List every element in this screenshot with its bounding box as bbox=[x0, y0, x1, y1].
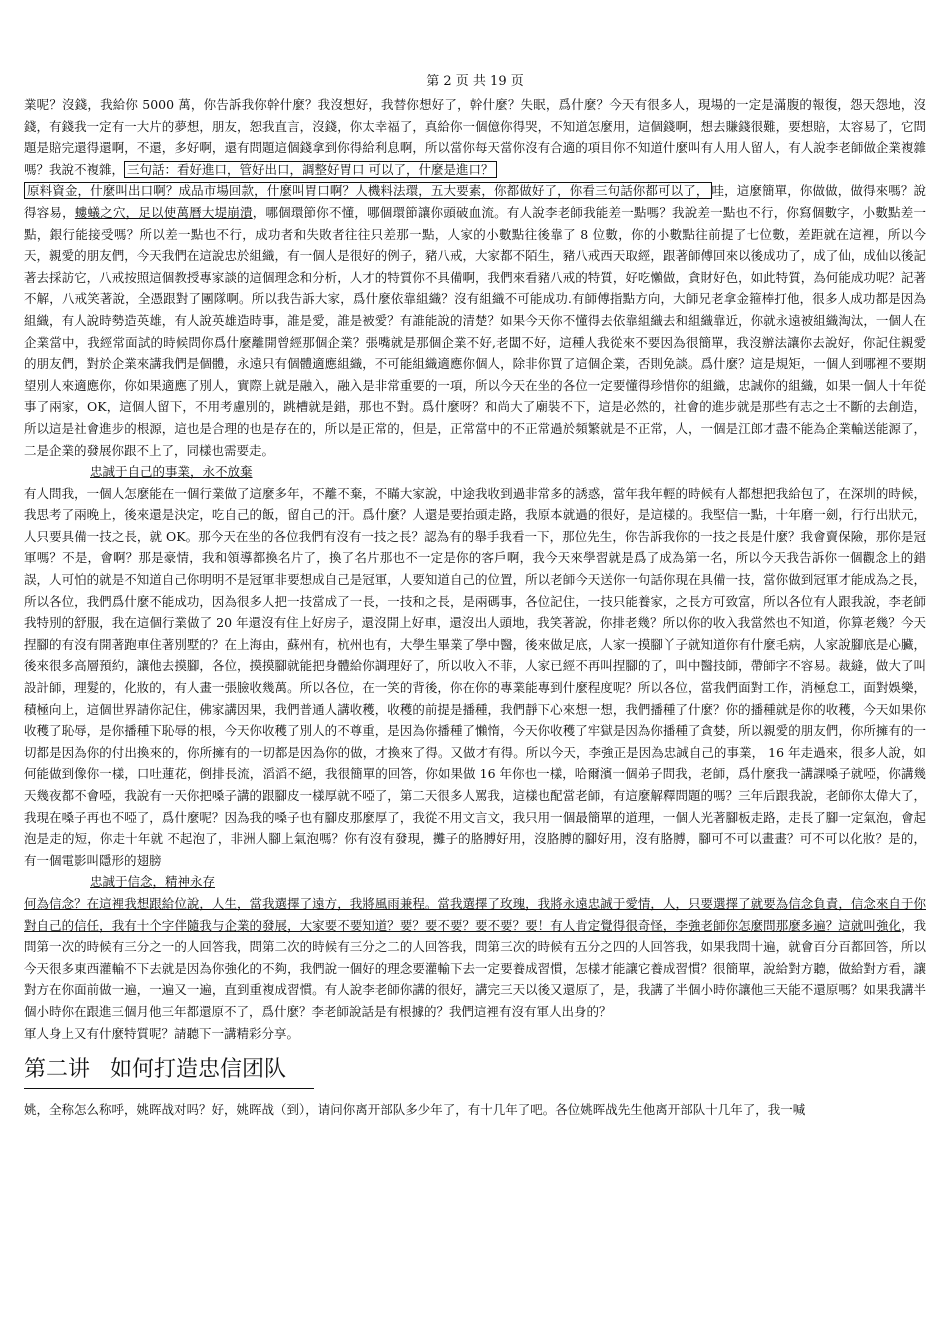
section-heading: 忠誠于信念，精神永存 bbox=[90, 874, 216, 890]
boxed-highlight: 三句話：看好進口，管好出口，調整好胃口 可以了，什麼是進口？ bbox=[124, 161, 496, 178]
chapter-heading bbox=[24, 1052, 314, 1089]
paragraph-career: 有人問我，一個人怎麼能在一個行業做了這麼多年，不離不棄，不瞞大家說，中途我收到過非常多的誘惑，當年我年輕的時候有人都想把我給包了，在深圳的時候，我思考了兩晚上，後來還是決定，吃自己的飯，留自己的汗。爲什麼？人還是要抬頭走路，我原本就過的很好，是這樣的。我堅信一點，十年磨一劍，行行出狀元，人只要具備一技之長，就 OK。那今天在坐的各位我們有沒有一技之長？認為有的舉手我看一下，那位先生，你告訴我你的一技之長是什麼？我會賣保險，那你是冠軍嗎？不是，會啊？那是豪情，我和領導都換名片了，換了名片那也不一定是你的客戶啊，我今天來學習就是爲了成為第一名，所以今天我告訴你一個觀念上的錯誤，人可怕的就是不知道自己你明明不是冠軍非要想成自己是冠軍，人要知道自己的位置，所以老師今天送你一句話你現在具備一技，當你做到冠軍才能成為之長，所以各位，我們爲什麼不能成功，因為很多人把一技當成了一長，一技和之長，是兩碼事，各位記住，一技只能養家，之長方可致富，所以各位有人跟我說，李老師我特別的舒服，我在這個行業做了 20 年還沒有住上好房子，還沒開上好車，還沒出人頭地，我笑著說，你排老幾？所以你的收入我當然也不知道，你算老幾？今天捏腳的有沒有開著跑車住著別墅的？在上海由，蘇州有，杭州也有，大學生畢業了學中醫，後來做足底，人家一摸腳丫子就知道你有什麼毛病，人家說腳底是心臟，後來很多高層預約，讓他去摸腳，各位，摸摸腳就能把身體給你調理好了，所以收入不菲，人家已經不再叫捏腳的了，叫中醫技師，帶師字不容易。裁縫，做大了叫設計師，理髮的，化妝的，有人畫一張臉收幾萬。所以各位，在一笑的背後，你在你的專業能專到什麼程度呢？所以各位，當我們面對工作，消極怠工，面對娛樂，積極向上，這個世界請你記住，佛家講因果，我們普通人講收穫，收穫的前提是播種，我們靜下心來想一想，我們播種了什麼？你的播種就是你的收穫，今天如果你收穫了恥辱，是你播種下恥辱的根，今天你收穫了別人的不尊重，是因為你播種了懶惰，今天你收穫了牢獄是因為你播種了貪婪，所以親愛的朋友們，你所擁有的一切都是因為你的付出換來的，你所擁有的一切都是因為你的做，才換來了得。又做才有得。所以今天，李強正是因為忠誠自己的事業， 16 年走過來，很多人說，如何能做到像你一樣，口吐蓮花，倒排長流，滔滔不絕，我很簡單的回答，你如果做 16 年你也一樣，哈爾濱一個弟子問我，老師，爲什麼我一講課嗓子就啞，你講幾天幾夜都不會啞，我說有一天你把嗓子講的跟腳皮一樣厚就不啞了，第二天很多人罵我，這樣也配當老師，有這麼解釋問題的嗎？三年后跟我說，老師你太偉大了，我現在嗓子再也不啞了，爲什麼呢？因為我的嗓子也有腳皮那麼厚了，我從不用文言文，我只用一個最簡單的道理，一個人光著腳板走路，走長了腳一定氣泡，會起泡是走的短，你走十年就 不起泡了，非洲人腳上氣泡嗎？你有沒有發現，攤子的胳膊好用，沒胳膊的腳好用，沒有胳膊，腳可不可以畫畫？可不可以化妝？是的，有一個電影叫隱形的翅膀 bbox=[24, 485, 926, 868]
boxed-highlight: 原料資金，什麼叫出口啊？成品市場回款，什麼叫胃口啊？人機料法環，五大要素，你都做好了，你看三句話你都可以了， bbox=[24, 182, 712, 199]
underlined-phrase: 螻蟻之穴，足以使萬曆大堤崩潰 bbox=[74, 204, 253, 220]
paragraph-text: 業呢？沒錢，我給你 5000 萬，你告訴我你幹什麼？我沒想好，我替你想好了，幹什麼？失眠，爲什麼？今天有很多人，現場的一定是滿腹的報復，怨天怨地，沒錢，有錢我一定有一大片的夢想，朋友，恕我直言，沒錢，你太幸福了，真給你一個億你得哭，不知道怎麼用，這個錢啊，想去賺錢很難，要想賠，太容易了，它問題是賠完還得還啊，不還，多好啊，還有問題這個錢拿到你得給利息啊，所以當你每天當你沒有合適的項目你不知道什麼叫有人用人留人，有人說李老師做企業複雜嗎？我說不複雜， bbox=[24, 97, 926, 177]
paragraph-belief bbox=[24, 893, 926, 1023]
underlined-passage: 何為信念？在這裡我想跟給位說，人生，當我選擇了遠方，我將風雨兼程。當我選擇了玫瑰，我將永遠忠誠于愛情，人，只要選擇了就要為信念負責，信念來自于你對自己的信任，我有十个字伴隨我与企業的發展，大家要不要知道？要？要不要？要不要？要！有人肯定覺得很奇怪，李強老師你怎麼問那麼多遍？這就叫強化 bbox=[24, 895, 926, 933]
paragraph-text: ，我問第一次的時候有三分之一的人回答我，問第二次的時候有三分之二的人回答我，問第三次的時候有五分之四的人回答我，如果我問十遍，就會百分百都回答，所以今天很多東西灌輸不下去就是因為你強化的不夠，我們說一個好的理念要灌輸下去一定要養成習慣，怎樣才能讓它養成習慣？很簡單，說給對方聽，做給對方看，讓對方在你面前做一遍，一遍又一遍，直到重複成習慣。有人說李老師你講的很好，講完三天以後又還原了，是，我講了半個小時你讓他三天能不還原嗎？如果我講半個小時你在跟進三個月他三年都還原不了，爲什麼？李老師說話是有根據的？我們這裡有沒有軍人出身的？ bbox=[24, 917, 926, 1019]
section-heading: 忠誠于自己的事業，永不放棄 bbox=[90, 464, 253, 480]
page-header: 第 2 页 共 19 页 bbox=[426, 74, 524, 89]
paragraph-teaser: 軍人身上又有什麼特質呢？請聽下一講精彩分享。 bbox=[24, 1025, 300, 1041]
paragraph-chapter-two: 姚，全称怎么称呼，姚晖战对吗？好，姚晖战（到），请问你离开部队多少年了，有十几年了吧。各位姚晖战先生他离开部队十几年了，我一喊 bbox=[24, 1102, 806, 1118]
paragraph-text: ，哪個環節你不懂，哪個環節讓你頭破血流。有人說李老師我能差一點嗎？我說差一點也不行，你寫個數字，小數點差一點，銀行能接受嗎？所以差一點也不行，成功者和失敗者往往只差那一點，人家的小數點往後靠了 8 位數，你的小數點往前提了七位數，差距就在這裡，所以今天，親愛的朋友們，今天我們在這說忠於組織，有一個人是很好的例子，豬八戒，大家都不陌生，豬八戒西天取經，跟著師傅回來以後成功了，成了仙，成仙以後記著去採訪它，八戒按照這個教授專家談的這個理念和分析，人才的特質你不具備啊，我們來看豬八戒的特質，好吃懶做，貪財好色，如此特質，為何能成功呢？記著不解，八戒笑著說，全憑跟對了團隊啊。所以我告訴大家，爲什麼依靠組織？沒有組織不可能成功.有師傅指點方向，大師兄老拿金箍棒打他，很多人成功都是因為組織，有人說時勢造英雄，有人說英雄造時事，誰是愛，誰是被愛？有誰能說的清楚？如果今天你不懂得去依靠組織去和組織靠近，你就永遠被組織淘汰，一個人在企業當中，我經常面試的時候問你爲什麼離開曾經那個企業？張嘴就是那個企業不好,老闆不好，這種人我從來不要因為很簡單，我沒辦法讓你去說好，你記住親愛的朋友們，對於企業來講我們是個體，永遠只有個體適應組織，不可能組織適應你個人，除非你買了這個企業，否則免談。爲什麼？這是規矩，一個人到哪裡不要期望別人來適應你，你如果適應了別人，實際上就是融入，融入是非常重要的一項，所以今天在坐的各位一定要懂得珍惜你的組織，忠誠你的組織，如果一個人十年從事了兩家，OK，這個人留下，不用考慮別的，跳槽就是錯，那也不對。爲什麼呀？和尚大了廟裝不下，這是必然的，社會的進步就是那些有志之士不斷的去創造，所以這是社會進步的根源，這也是合理的也是存在的，所以是正常的，但是，正常當中的不正常過於頻繁就是不正常，人，一個是江郎才盡不能為企業輸送能源了，二是企業的發展你跟不上了，同樣也需要走。 bbox=[24, 204, 926, 458]
paragraph-organization bbox=[24, 94, 926, 461]
paragraph-text: 哇，這麼簡單，你做做，做得來嗎？說得容易， bbox=[24, 183, 926, 220]
chapter-title: 如何打造忠信团队 bbox=[110, 1057, 287, 1083]
chapter-number: 第二讲 bbox=[24, 1057, 91, 1083]
